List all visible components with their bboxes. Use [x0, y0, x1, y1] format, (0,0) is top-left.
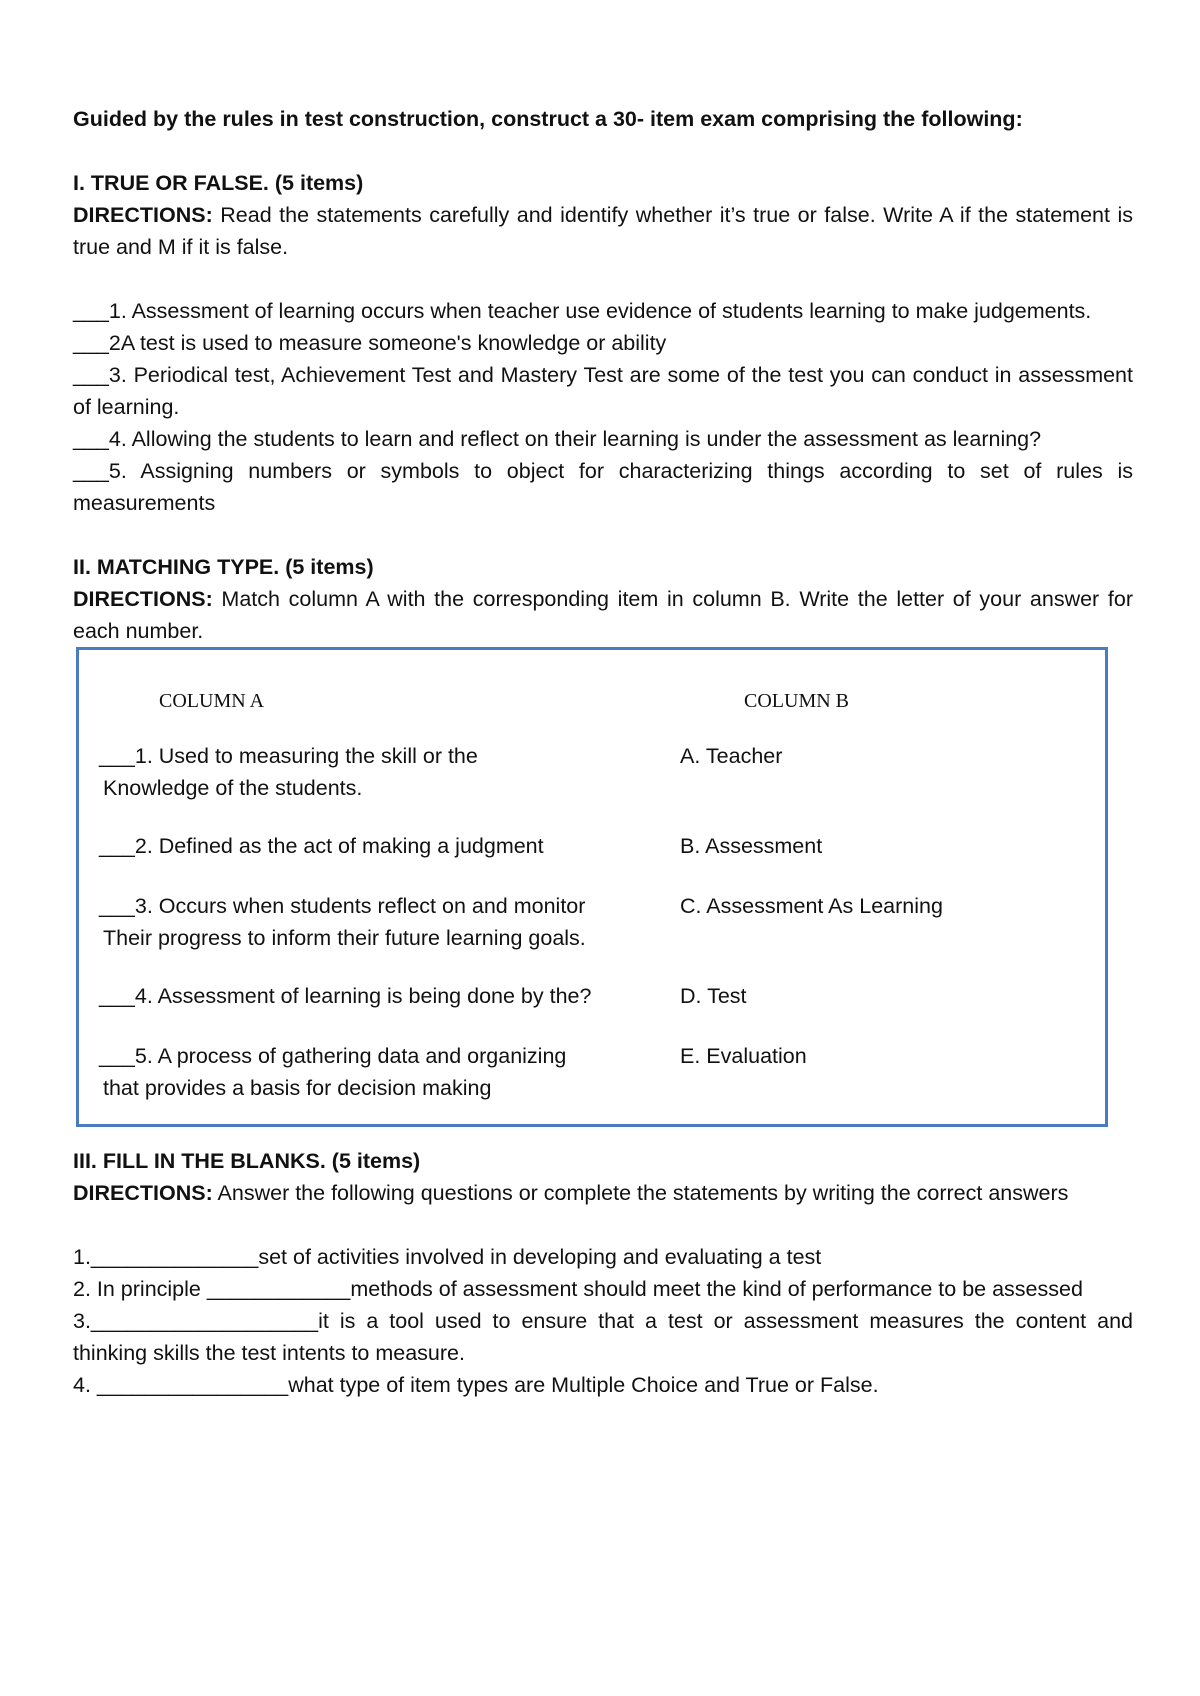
column-a-item-line: ___5. A process of gathering data and organizing [99, 1044, 567, 1068]
directions-text: Answer the following questions or complete the statements by writing the correct answers [212, 1181, 1069, 1205]
list-item: ___3. Periodical test, Achievement Test and Mastery Test are some of the test you can conduct in assessment of learning. [73, 363, 1133, 419]
column-b-item: D. Test [680, 984, 747, 1008]
column-b-header: COLUMN B [744, 690, 850, 712]
directions-text: Match column A with the corresponding item in column B. Write the letter of your answer for each number. [73, 587, 1133, 643]
column-a-header: COLUMN A [159, 690, 265, 712]
column-b-item: E. Evaluation [680, 1044, 807, 1068]
list-item: ___5. Assigning numbers or symbols to object for characterizing things according to set of rules is measurements [73, 459, 1133, 515]
section-true-false [73, 167, 1133, 519]
directions-text: Read the statements carefully and identify whether it’s true or false. Write A if the statement is true and M if it is false. [73, 203, 1133, 259]
section-matching-type [73, 551, 1133, 1127]
column-a-item-line: ___3. Occurs when students reflect on and monitor [99, 894, 586, 918]
list-item: ___1. Assessment of learning occurs when teacher use evidence of students learning to make judgements. [73, 299, 1092, 323]
section-heading: III. FILL IN THE BLANKS. (5 items) [73, 1149, 421, 1173]
column-b-item: A. Teacher [680, 744, 783, 768]
column-a-item [99, 740, 689, 804]
column-b-item: B. Assessment [680, 834, 823, 858]
column-b-item: C. Assessment As Learning [680, 894, 943, 918]
column-a-item [99, 1040, 689, 1104]
list-item: ___4. Allowing the students to learn and reflect on their learning is under the assessment as learning? [73, 427, 1042, 451]
column-a-item-line: ___4. Assessment of learning is being done by the? [99, 984, 592, 1008]
directions-label: DIRECTIONS: [73, 203, 213, 227]
column-a-item [99, 890, 689, 954]
section-fill-in-the-blanks [73, 1145, 1133, 1401]
column-a-item [99, 980, 689, 1012]
column-a-item-line: that provides a basis for decision making [103, 1076, 492, 1100]
column-a-item-line: ___2. Defined as the act of making a judgment [99, 834, 544, 858]
column-a-item-line: Knowledge of the students. [103, 776, 363, 800]
section-directions [73, 199, 1133, 263]
section-heading: I. TRUE OR FALSE. (5 items) [73, 171, 364, 195]
column-a-item-line: Their progress to inform their future learning goals. [103, 926, 586, 950]
intro-text: Guided by the rules in test construction, construct a 30- item exam comprising the following: [73, 107, 1023, 131]
directions-label: DIRECTIONS: [73, 1181, 213, 1205]
matching-table [76, 647, 1108, 1127]
section-heading: II. MATCHING TYPE. (5 items) [73, 555, 374, 579]
list-item: 2. In principle ____________methods of assessment should meet the kind of performance to be assessed [73, 1277, 1083, 1301]
column-a-item [99, 830, 689, 862]
directions-label: DIRECTIONS: [73, 587, 213, 611]
section-directions [73, 583, 1133, 647]
list-item: 3.___________________it is a tool used to ensure that a test or assessment measures the content and thinking skills the test intents to measure. [73, 1309, 1133, 1365]
column-a-item-line: ___1. Used to measuring the skill or the [99, 744, 478, 768]
list-item: ___2A test is used to measure someone's knowledge or ability [73, 331, 667, 355]
list-item: 1.______________set of activities involved in developing and evaluating a test [73, 1245, 822, 1269]
exam-content [73, 103, 1133, 1401]
section-directions [73, 1177, 1133, 1209]
list-item: 4. ________________what type of item types are Multiple Choice and True or False. [73, 1373, 879, 1397]
